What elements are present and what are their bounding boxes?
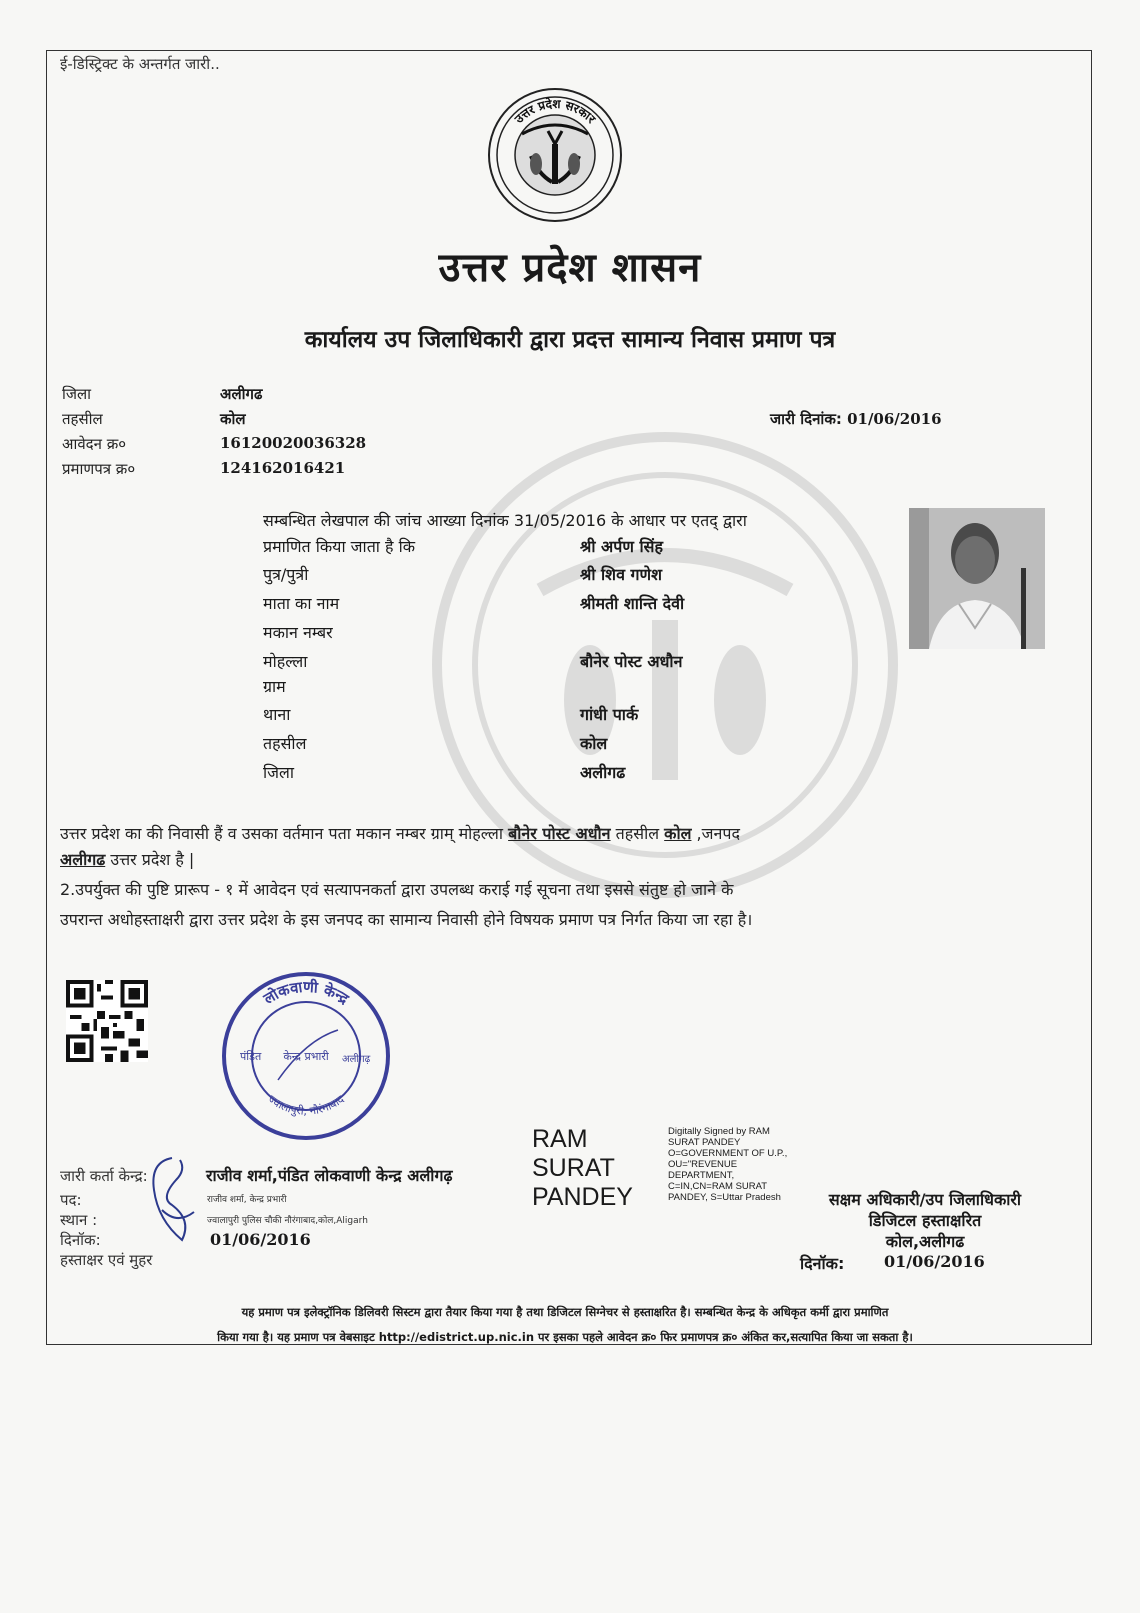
para1-text-a: उत्तर प्रदेश का की निवासी हैं व उसका वर्तमान पता मकान नम्बर ग्राम् मोहल्ला (60, 824, 509, 843)
signature-name-line2: SURAT (532, 1154, 615, 1182)
page-subtitle: कार्यालय उप जिलाधिकारी द्वारा प्रदत्त सामान्य निवास प्रमाण पत्र (304, 327, 836, 353)
meta-value-application-no: 16120020036328 (220, 434, 367, 452)
para1-text-b: तहसील (610, 824, 665, 843)
meta-value-certificate-no: 124162016421 (220, 459, 346, 477)
field-value-parent: श्री शिव गणेश (580, 565, 662, 584)
field-label-mohalla: मोहल्ला (263, 652, 308, 671)
digital-signature-details: Digitally Signed by RAM SURAT PANDEY O=GOVERNMENT OF U.P., OU="REVENUE DEPARTMENT, C=IN,CN=RAM SURAT PANDEY, S=Uttar Pradesh (668, 1126, 788, 1203)
field-value-mohalla: बौनेर पोस्ट अधौन (580, 652, 683, 671)
up-government-emblem (486, 86, 624, 224)
meta-label-application-no: आवेदन क्र० (62, 435, 127, 453)
issuer-post: राजीव शर्मा, केन्द्र प्रभारी (207, 1195, 287, 1205)
intro-text: सम्बन्धित लेखपाल की जांच आख्या दिनांक 31/05/2016 के आधार पर एतद् द्वारा (263, 511, 747, 530)
meta-value-district: अलीगढ (220, 385, 263, 403)
field-value-district: अलीगढ (580, 763, 626, 782)
field-value-police-station: गांधी पार्क (580, 705, 639, 724)
digital-signature-name (532, 1125, 633, 1212)
footer-note (60, 1300, 1070, 1350)
field-label-tehsil: तहसील (263, 734, 307, 753)
issuer-label-center: जारी कर्ता केन्द्र: (60, 1167, 148, 1185)
handwritten-signature (142, 1150, 202, 1250)
footer-line2: किया गया है। यह प्रमाण पत्र वेबसाइट http://edistrict.up.nic.in पर इसका पहले आवेदन क्र० फिर प्रमाणपत्र क्र० अंकित कर,सत्यापित किया जा सकता है। (217, 1330, 913, 1344)
svg-text:ज्वालापुरी, नौरंगाबाद (266, 1093, 347, 1118)
residence-paragraph-line1 (60, 822, 740, 844)
issuer-label-signature: हस्ताक्षर एवं मुहर (60, 1251, 153, 1269)
meta-label-district: जिला (62, 385, 92, 403)
issuer-label-place: स्थान : (60, 1211, 98, 1229)
issuer-date: 01/06/2016 (210, 1230, 311, 1249)
confirmation-paragraph-line2: उपरान्त अधोहस्ताक्षरी द्वारा उत्तर प्रदेश के इस जनपद का सामान्य निवासी होने विषयक प्रमाण पत्र निर्गत किया जा रहा है। (60, 910, 753, 929)
authority-digital-signed: डिजिटल हस्ताक्षरित (868, 1211, 982, 1230)
authority-location: कोल,अलीगढ (885, 1232, 965, 1251)
field-value-tehsil: कोल (580, 734, 608, 753)
meta-value-tehsil: कोल (220, 410, 246, 428)
issuer-label-post: पद: (60, 1191, 82, 1209)
field-label-village: ग्राम (263, 677, 286, 696)
applicant-photo (909, 508, 1045, 649)
stamp-left-text: पंडित (240, 1050, 262, 1063)
stamp-top-text: लोकवाणी केन्द्र (260, 977, 353, 1008)
field-label-district: जिला (263, 763, 295, 782)
field-value-name: श्री अर्पण सिंह (580, 537, 663, 556)
footer-line1: यह प्रमाण पत्र इलेक्ट्रॉनिक डिलिवरी सिस्टम द्वारा तैयार किया गया है तथा डिजिटल सिग्नेचर से हस्ताक्षरित है। सम्बन्धित केन्द्र के अधिकृत कर्मी द्वारा प्रमाणित (241, 1305, 889, 1319)
residence-paragraph-line2 (60, 848, 194, 870)
para1-district: अलीगढ (60, 850, 106, 869)
issuer-center-name: राजीव शर्मा,पंडित लोकवाणी केन्द्र अलीगढ़ (206, 1166, 453, 1185)
authority-date: 01/06/2016 (884, 1252, 985, 1271)
page-title: उत्तर प्रदेश शासन (438, 245, 702, 291)
meta-label-tehsil: तहसील (62, 410, 103, 428)
authority-date-label: दिनॉक: (800, 1254, 845, 1273)
field-label-mother: माता का नाम (263, 594, 340, 613)
issue-date-value: 01/06/2016 (847, 410, 942, 428)
signature-name-line1: RAM (532, 1125, 588, 1153)
stamp-right-text: अलीगढ़ (342, 1054, 371, 1065)
para1-mohalla: बौनेर पोस्ट अधौन (508, 824, 611, 843)
para1-text-d: उत्तर प्रदेश है | (105, 850, 195, 869)
para1-tehsil: कोल (664, 824, 692, 843)
field-label-police-station: थाना (263, 705, 291, 724)
issuer-place: ज्वालापुरी पुलिस चौकी नौरंगाबाद,कोल,Aligarh (207, 1216, 368, 1226)
issuer-label-date: दिनॉक: (60, 1231, 101, 1249)
meta-label-certificate-no: प्रमाणपत्र क्र० (62, 460, 136, 478)
stamp-bottom-text: ज्वालापुरी, नौरंगाबाद (265, 1092, 347, 1118)
field-label-parent: पुत्र/पुत्री (263, 565, 309, 584)
field-label-house-no: मकान नम्बर (263, 623, 333, 642)
emblem-text: उत्तर प्रदेश सरकार (511, 96, 599, 127)
center-rubber-stamp (220, 970, 392, 1142)
confirmation-paragraph-line1: 2.उपर्युक्त की पुष्टि प्रारूप - १ में आवेदन एवं सत्यापनकर्ता द्वारा उपलब्ध कराई गई सूचना तथा इससे संतुष्ट हो जाने के (60, 880, 734, 899)
qr-code (66, 980, 148, 1062)
issue-date-label: जारी दिनांक: (770, 410, 842, 428)
issue-date (770, 409, 942, 429)
authority-title: सक्षम अधिकारी/उप जिलाधिकारी (828, 1190, 1022, 1209)
header-note: ई-डिस्ट्रिक्ट के अन्तर्गत जारी.. (60, 55, 220, 73)
para1-text-c: ,जनपद (691, 824, 740, 843)
signature-name-line3: PANDEY (532, 1183, 633, 1211)
field-value-mother: श्रीमती शान्ति देवी (580, 594, 685, 613)
stamp-center-text: केन्द्र प्रभारी (283, 1050, 329, 1063)
field-label-name: प्रमाणित किया जाता है कि (263, 537, 416, 556)
